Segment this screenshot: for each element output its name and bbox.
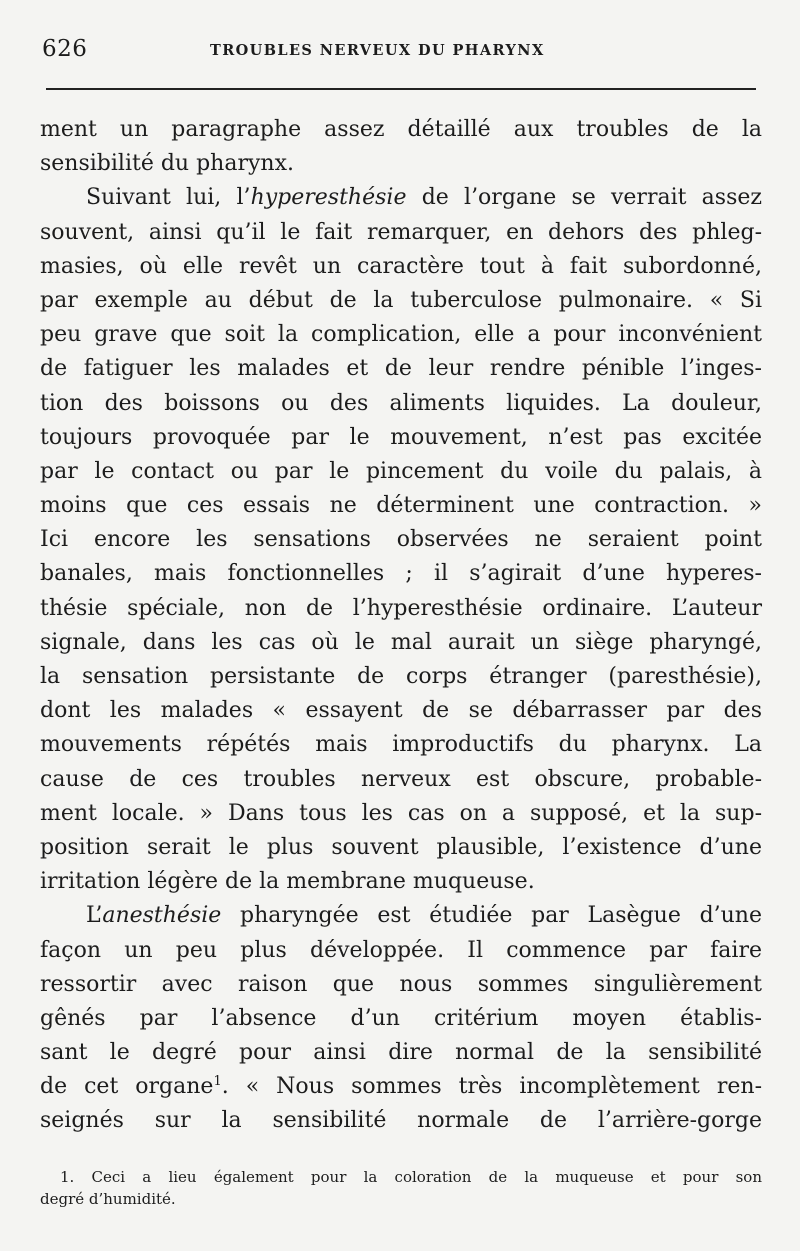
footnote-line: 1. Ceci a lieu également pour la coloration de la muqueuse et pour son bbox=[60, 1168, 762, 1186]
text-fragment: Suivant lui, l’ bbox=[86, 185, 251, 211]
page-header bbox=[40, 36, 760, 66]
text-line: peu grave que soit la complication, elle a pour inconvénient bbox=[40, 322, 762, 348]
text-line: gênés par l’absence d’un critérium moyen établis- bbox=[40, 1005, 762, 1031]
text-line: ressortir avec raison que nous sommes singulièrement bbox=[40, 971, 762, 997]
text-fragment: pharyngée est étudiée par Lasègue d’une bbox=[221, 903, 762, 929]
text-line: sensibilité du pharynx. bbox=[40, 151, 294, 177]
text-line: façon un peu plus développée. Il commence par faire bbox=[40, 937, 762, 963]
text-line: souvent, ainsi qu’il le fait remarquer, en dehors des phleg- bbox=[40, 219, 762, 245]
italic-term-anesthesie: anesthésie bbox=[102, 903, 222, 929]
running-title: TROUBLES NERVEUX DU PHARYNX bbox=[210, 42, 545, 59]
text-line: seignés sur la sensibilité normale de l’arrière-gorge bbox=[40, 1108, 762, 1134]
italic-term-hyperesthesie: hyperesthésie bbox=[250, 185, 407, 211]
footnote-line: degré d’humidité. bbox=[40, 1190, 176, 1208]
text-line: par exemple au début de la tuberculose pulmonaire. « Si bbox=[40, 287, 762, 313]
text-line: de fatiguer les malades et de leur rendre pénible l’inges- bbox=[40, 356, 762, 382]
text-line: dont les malades « essayent de se débarrasser par des bbox=[40, 698, 762, 724]
page-number: 626 bbox=[42, 36, 88, 62]
text-line: la sensation persistante de corps étranger (paresthésie), bbox=[40, 664, 762, 689]
text-line: irritation légère de la membrane muqueuse. bbox=[40, 869, 535, 895]
text-line: cause de ces troubles nerveux est obscure, probable- bbox=[40, 766, 762, 792]
footnote-reference[interactable]: 1 bbox=[213, 1074, 222, 1090]
text-line: moins que ces essais ne déterminent une contraction. » bbox=[40, 493, 762, 519]
text-line bbox=[40, 899, 762, 933]
text-line: signale, dans les cas où le mal aurait un siège pharyngé, bbox=[40, 629, 762, 655]
text-line: par le contact ou par le pincement du voile du palais, à bbox=[40, 458, 762, 484]
text-line: ment un paragraphe assez détaillé aux troubles de la bbox=[40, 117, 762, 142]
text-line bbox=[40, 181, 762, 215]
body-text bbox=[40, 113, 762, 1139]
footnotes bbox=[40, 1166, 762, 1210]
text-fragment: L’ bbox=[86, 903, 103, 929]
text-fragment: de l’organe se verrait assez bbox=[406, 185, 762, 211]
text-fragment: . « Nous sommes très incomplètement ren- bbox=[221, 1074, 763, 1100]
text-line: thésie spéciale, non de l’hyperesthésie ordinaire. L’auteur bbox=[40, 595, 762, 621]
text-line: ment locale. » Dans tous les cas on a supposé, et la sup- bbox=[40, 800, 762, 826]
text-line bbox=[40, 1070, 762, 1104]
text-line: Ici encore les sensations observées ne seraient point bbox=[40, 527, 762, 553]
text-line: sant le degré pour ainsi dire normal de la sensibilité bbox=[40, 1040, 762, 1066]
text-line: toujours provoquée par le mouvement, n’est pas excitée bbox=[40, 424, 762, 450]
header-rule bbox=[46, 88, 756, 90]
text-line: position serait le plus souvent plausible, l’existence d’une bbox=[40, 834, 762, 860]
text-fragment: de cet organe bbox=[40, 1074, 214, 1100]
text-line: tion des boissons ou des aliments liquides. La douleur, bbox=[40, 390, 762, 416]
text-line: mouvements répétés mais improductifs du pharynx. La bbox=[40, 732, 762, 758]
text-line: masies, où elle revêt un caractère tout à fait subordonné, bbox=[40, 253, 762, 279]
text-line: banales, mais fonctionnelles ; il s’agirait d’une hyperes- bbox=[40, 561, 762, 587]
